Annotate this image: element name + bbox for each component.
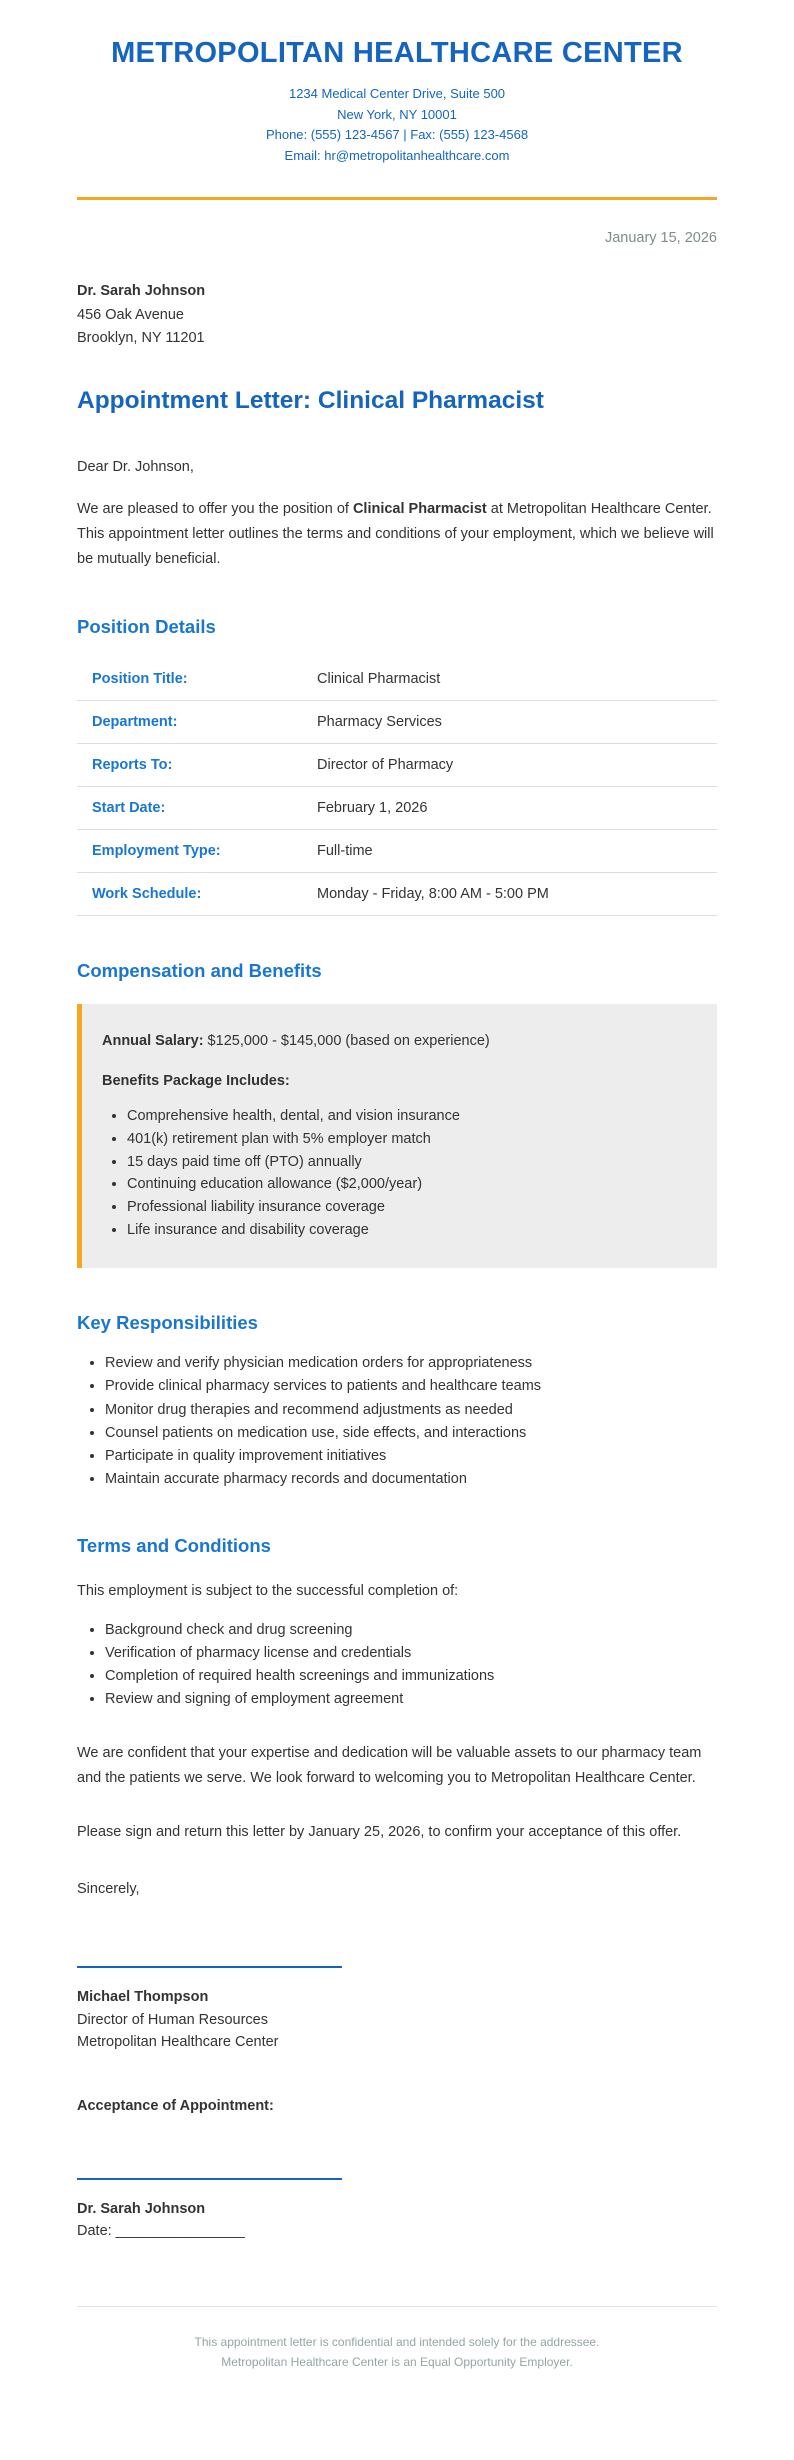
- org-address-line: 1234 Medical Center Drive, Suite 500: [288, 85, 506, 101]
- list-item: • Provide clinical pharmacy services to patients and healthcare teams: [105, 1375, 717, 1398]
- list-item: • Professional liability insurance coverage: [127, 1196, 697, 1219]
- salary-line: [102, 1030, 697, 1053]
- acceptee-signature-line: [77, 2178, 342, 2180]
- responsibilities-list: [77, 1352, 717, 1491]
- intro-text-before: We are pleased to offer you the position of: [77, 500, 353, 517]
- list-item: • Review and signing of employment agreement: [105, 1688, 717, 1711]
- intro-position-bold: Clinical Pharmacist: [352, 500, 487, 517]
- footer-divider: [77, 2306, 717, 2307]
- recipient-address-line: 456 Oak Avenue: [77, 306, 184, 323]
- footer-eoe-line: Metropolitan Healthcare Center is an Equal Opportunity Employer.: [221, 2354, 573, 2369]
- position-details-table: [77, 658, 717, 916]
- list-item: • 401(k) retirement plan with 5% employer match: [127, 1128, 697, 1151]
- intro-paragraph: [77, 497, 717, 573]
- signer-title: Director of Human Resources: [77, 2011, 268, 2028]
- org-phone-fax-line: Phone: (555) 123-4567 | Fax: (555) 123-4568: [265, 127, 529, 143]
- benefits-label: [102, 1070, 697, 1093]
- sincerely-line: Sincerely,: [77, 1880, 140, 1897]
- table-row: [77, 658, 717, 701]
- signer-block: [77, 1986, 717, 2053]
- acceptee-name: Dr. Sarah Johnson: [77, 2200, 206, 2217]
- list-item: • Verification of pharmacy license and credentials: [105, 1642, 717, 1665]
- letter-footer: [77, 2333, 717, 2371]
- section-heading-compensation: Compensation and Benefits: [77, 960, 322, 982]
- list-item: • Monitor drug therapies and recommend adjustments as needed: [105, 1399, 717, 1422]
- detail-value: Director of Pharmacy: [302, 744, 717, 787]
- terms-intro: This employment is subject to the successful completion of:: [77, 1583, 459, 1600]
- salary-label: Annual Salary:: [102, 1033, 204, 1050]
- footer-confidential-line: This appointment letter is confidential and intended solely for the addressee.: [194, 2335, 600, 2350]
- list-item: • Continuing education allowance ($2,000/year): [127, 1173, 697, 1196]
- acceptee-block: [77, 2198, 717, 2243]
- benefits-label-text: Benefits Package Includes:: [102, 1072, 290, 1089]
- recipient-name: Dr. Sarah Johnson: [77, 283, 206, 300]
- letter-title: Appointment Letter: Clinical Pharmacist: [77, 386, 544, 414]
- list-item: • Review and verify physician medication orders for appropriateness: [105, 1352, 717, 1375]
- acceptance-label: Acceptance of Appointment:: [77, 2097, 274, 2114]
- list-item: • Counsel patients on medication use, side effects, and interactions: [105, 1422, 717, 1445]
- table-row: [77, 744, 717, 787]
- table-row: [77, 701, 717, 744]
- table-row: [77, 830, 717, 873]
- org-email-line: Email: hr@metropolitanhealthcare.com: [284, 148, 510, 164]
- list-item: • Comprehensive health, dental, and vision insurance: [127, 1105, 697, 1128]
- detail-label: Position Title:: [77, 658, 302, 701]
- org-address-line: New York, NY 10001: [337, 106, 457, 122]
- list-item: • Completion of required health screenings and immunizations: [105, 1665, 717, 1688]
- detail-value: Pharmacy Services: [302, 701, 717, 744]
- benefits-highlight-box: [77, 1004, 717, 1268]
- letter-date: January 15, 2026: [604, 230, 717, 247]
- salutation: Dear Dr. Johnson,: [77, 458, 194, 475]
- section-heading-terms: Terms and Conditions: [77, 1535, 271, 1557]
- list-item: • Participate in quality improvement initiatives: [105, 1445, 717, 1468]
- intro-text-after: at Metropolitan Healthcare Center. This appointment letter outlines the terms and conditions of your employment, which we believe will be mutually beneficial.: [77, 500, 714, 568]
- detail-value: Clinical Pharmacist: [302, 658, 717, 701]
- list-item: • 15 days paid time off (PTO) annually: [127, 1151, 697, 1174]
- recipient-block: [77, 280, 717, 350]
- closing-paragraph-1: We are confident that your expertise and dedication will be valuable assets to our pharmacy team and the patients we serve. We look forward to welcoming you to Metropolitan Healthcare Center.: [77, 1745, 702, 1787]
- detail-label: Work Schedule:: [77, 873, 302, 916]
- detail-label: Employment Type:: [77, 830, 302, 873]
- appointment-letter-page: [77, 38, 717, 2460]
- org-address-block: [77, 84, 717, 167]
- salary-value: $125,000 - $145,000 (based on experience): [203, 1033, 490, 1050]
- section-heading-position-details: Position Details: [77, 616, 216, 638]
- closing-paragraph-2: Please sign and return this letter by January 25, 2026, to confirm your acceptance of this offer.: [77, 1823, 682, 1840]
- benefits-list: [102, 1105, 697, 1242]
- table-row: [77, 873, 717, 916]
- terms-list: [77, 1619, 717, 1712]
- table-row: [77, 787, 717, 830]
- list-item: • Life insurance and disability coverage: [127, 1219, 697, 1242]
- list-item: • Maintain accurate pharmacy records and documentation: [105, 1468, 717, 1491]
- section-heading-responsibilities: Key Responsibilities: [77, 1312, 258, 1334]
- acceptance-date-line: Date: ________________: [77, 2223, 245, 2240]
- list-item: • Background check and drug screening: [105, 1619, 717, 1642]
- detail-label: Start Date:: [77, 787, 302, 830]
- detail-label: Reports To:: [77, 744, 302, 787]
- signer-org: Metropolitan Healthcare Center: [77, 2034, 279, 2051]
- org-name: METROPOLITAN HEALTHCARE CENTER: [111, 37, 683, 69]
- detail-label: Department:: [77, 701, 302, 744]
- signer-name: Michael Thompson: [77, 1989, 209, 2006]
- recipient-address-line: Brooklyn, NY 11201: [77, 330, 205, 347]
- letterhead-divider: [77, 197, 717, 200]
- detail-value: Monday - Friday, 8:00 AM - 5:00 PM: [302, 873, 717, 916]
- letterhead: [77, 38, 717, 200]
- detail-value: Full-time: [302, 830, 717, 873]
- signer-signature-line: [77, 1966, 342, 1968]
- detail-value: February 1, 2026: [302, 787, 717, 830]
